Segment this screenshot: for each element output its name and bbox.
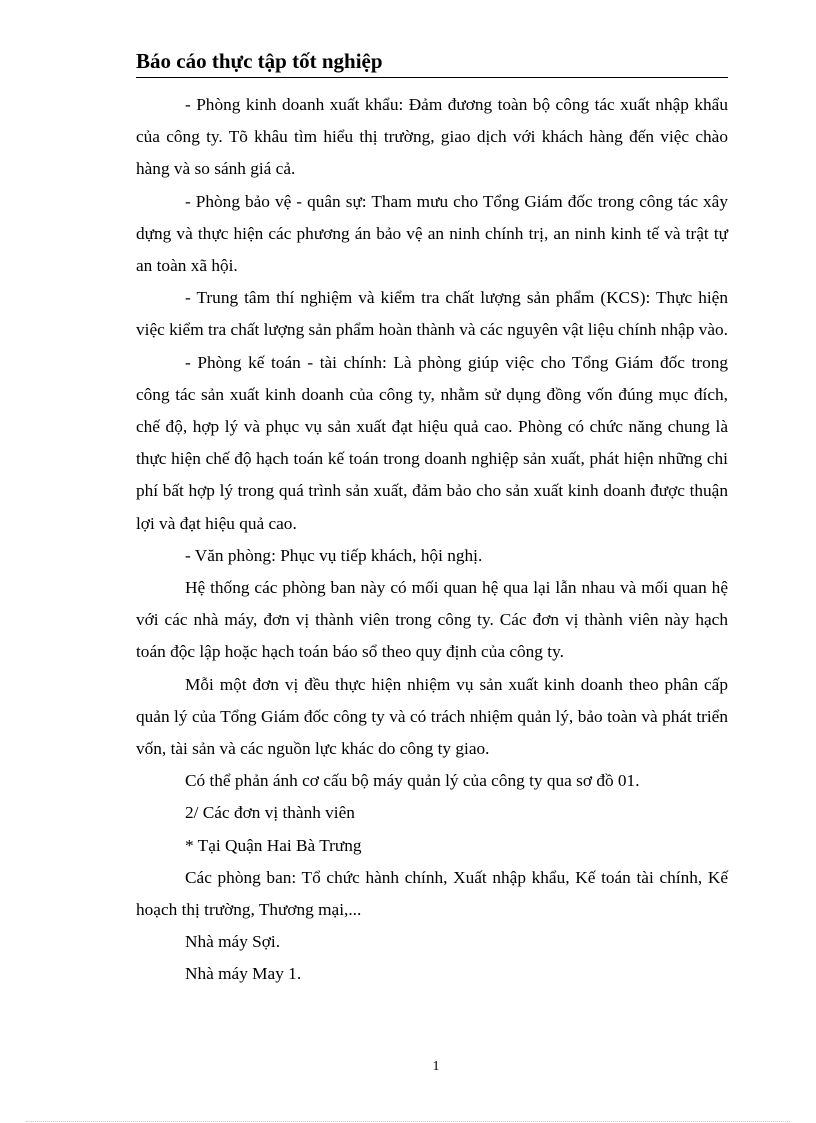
paragraph-export-department: - Phòng kinh doanh xuất khẩu: Đảm đương toàn bộ công tác xuất nhập khẩu của công ty. Tõ khâu tìm hiểu thị trường, giao dịch với khách hàng đến việc chào hàng và so sánh giá cả. [136,95,728,179]
list-item-spinning-factory: Nhà máy Sợi. [185,932,281,952]
paragraph-department-relations: Hệ thống các phòng ban này có mối quan hệ qua lại lẫn nhau và mối quan hệ với các nhà máy, đơn vị thành viên trong công ty. Các đơn vị thành viên này hạch toán độc lập hoặc hạch toán báo sổ theo quy định của công ty. [136,578,728,662]
paragraph-security-department: - Phòng bảo vệ - quân sự: Tham mưu cho Tổng Giám đốc trong công tác xây dựng và thực hiện các phương án bảo vệ an ninh chính trị, an ninh kinh tế và trật tự an toàn xã hội. [136,191,728,276]
paragraph-unit-responsibilities: Mỗi một đơn vị đều thực hiện nhiệm vụ sản xuất kinh doanh theo phân cấp quản lý của Tổng Giám đốc công ty và có trách nhiệm quản lý, bảo toàn và phát triển vốn, tài sản và các nguồn lực khác do công ty giao. [136,674,728,759]
paragraph-departments-list: Các phòng ban: Tổ chức hành chính, Xuất nhập khẩu, Kế toán tài chính, Kế hoạch thị trường, Thương mại,... [136,867,728,920]
page-header [136,47,728,78]
page-number: 1 [432,1059,440,1074]
page-bottom-divider [26,1121,790,1122]
list-item-garment-factory-1: Nhà máy May 1. [185,964,302,984]
paragraph-kcs-center: - Trung tâm thí nghiệm và kiểm tra chất lượng sản phẩm (KCS): Thực hiện việc kiểm tra chất lượng sản phẩm hoàn thành và các nguyên vật liệu chính nhập vào. [136,288,728,340]
document-body [136,89,728,991]
section-heading-member-units: 2/ Các đơn vị thành viên [185,803,355,823]
paragraph-structure-reference: Có thể phản ánh cơ cấu bộ máy quản lý của công ty qua sơ đồ 01. [185,771,640,791]
paragraph-office: - Văn phòng: Phục vụ tiếp khách, hội nghị. [185,545,483,565]
paragraph-finance-department: - Phòng kế toán - tài chính: Là phòng giúp việc cho Tổng Giám đốc trong công tác sản xuất kinh doanh của công ty, nhằm sử dụng đồng vốn đúng mục đích, chế độ, hợp lý và phục vụ sản xuất đạt hiệu quả cao. Phòng có chức năng chung là thực hiện chế độ hạch toán kế toán trong doanh nghiệp sản xuất, phát hiện những chi phí bất hợp lý trong quá trình sản xuất, đảm bảo cho sản xuất kinh doanh được thuận lợi và đạt hiệu quả cao. [136,352,728,533]
report-title: Báo cáo thực tập tốt nghiệp [136,49,383,73]
subheading-hai-ba-trung: * Tại Quận Hai Bà Trưng [185,835,362,855]
